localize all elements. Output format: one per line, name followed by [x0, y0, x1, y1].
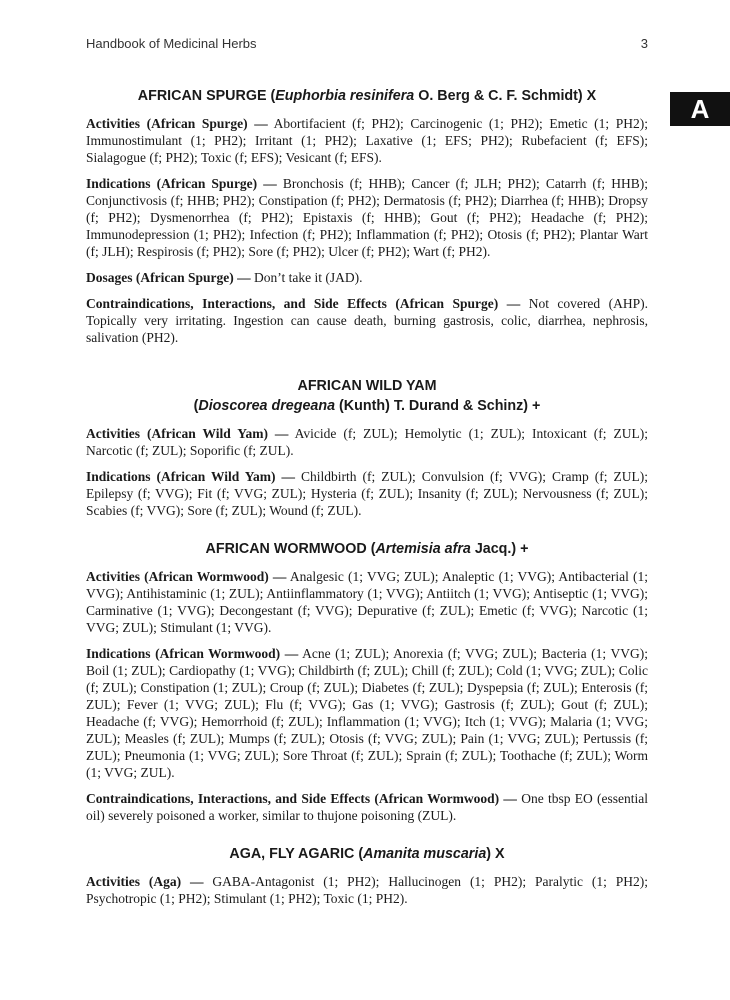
- page-number: 3: [640, 36, 648, 51]
- dosages-paragraph: [86, 269, 648, 286]
- entry-african-wormwood: [86, 539, 648, 824]
- paragraph-text: Abortifacient (f; PH2); Carcinogenic (1; PH2); Emetic (1; PH2); Immunostimulant (1; PH2); Irritant (1; PH2); Laxative (1; EFS; PH2); Rubefacient (f; EFS); Sialagogue (f; PH2); Toxic (f; EFS); Vesicant (f; EFS).: [86, 116, 649, 165]
- activities-paragraph: [86, 115, 648, 166]
- entry-aga-fly-agaric: [86, 844, 648, 907]
- scientific-name: Artemisia afra: [375, 541, 471, 557]
- entry-heading: AFRICAN WILD YAM (Dioscorea dregeana (Kunth) T. Durand & Schinz) +: [193, 378, 541, 414]
- paragraph-label: Dosages (African Spurge) —: [86, 270, 251, 285]
- scientific-name: Amanita muscaria: [363, 846, 487, 862]
- paragraph-text: GABA-Antagonist (1; PH2); Hallucinogen (1; PH2); Paralytic (1; PH2); Psychotropic (1; PH2); Stimulant (1; PH2); Toxic (1; PH2).: [86, 874, 648, 906]
- paragraph-text: Childbirth (f; ZUL); Convulsion (f; VVG); Cramp (f; ZUL); Epilepsy (f; VVG); Fit (f; VVG; ZUL); Hysteria (f; ZUL); Insanity (f; ZUL); Nervousness (f; ZUL); Scabies (f; VVG); Sore (f; ZUL); Wound (f; ZUL).: [86, 469, 648, 518]
- paragraph-text: Acne (1; ZUL); Anorexia (f; VVG; ZUL); Bacteria (1; VVG); Boil (1; ZUL); Cardiopathy (1; VVG); Childbirth (f; ZUL); Chill (f; ZUL); Cold (1; VVG; ZUL); Colic (f; ZUL); Constipation (1; ZUL); Croup (f; ZUL); Diabetes (f; ZUL); Dyspepsia (f; ZUL); Enterosis (f; ZUL); Fever (1; VVG; ZUL); Flu (f; VVG); Gas (1; VVG); Gastrosis (f; ZUL); Gout (f; ZUL); Headache (f; VVG); Hemorrhoid (f; ZUL); Inflammation (1; VVG); Itch (1; VVG); Malaria (1; VVG; ZUL); Measles (f; ZUL); Mumps (f; ZUL); Otosis (f; VVG; ZUL); Pain (1; VVG; ZUL); Pertussis (f; ZUL); Pneumonia (1; VVG; ZUL); Sore Throat (f; ZUL); Sprain (f; ZUL); Toothache (f; ZUL); Worm (1; VVG; ZUL).: [86, 646, 648, 780]
- entry-african-wild-yam: [86, 376, 648, 519]
- scientific-name: Euphorbia resinifera: [275, 88, 415, 104]
- book-title: Handbook of Medicinal Herbs: [86, 36, 257, 51]
- indications-paragraph: [86, 175, 648, 260]
- paragraph-label: Indications (African Wild Yam) —: [86, 469, 296, 484]
- page-content: [86, 86, 648, 916]
- activities-paragraph: [86, 425, 648, 459]
- contraindications-paragraph: [86, 790, 648, 824]
- activities-paragraph: [86, 568, 648, 636]
- paragraph-label: Contraindications, Interactions, and Side Effects (African Spurge) —: [86, 296, 521, 311]
- indications-paragraph: [86, 468, 648, 519]
- paragraph-label: Contraindications, Interactions, and Side Effects (African Wormwood) —: [86, 791, 517, 806]
- alphabet-thumb-tab: A: [670, 92, 730, 126]
- paragraph-label: Activities (African Spurge) —: [86, 116, 268, 131]
- entry-african-spurge: [86, 86, 648, 346]
- entry-heading: AFRICAN SPURGE (Euphorbia resinifera O. Berg & C. F. Schmidt) X: [137, 88, 597, 104]
- paragraph-label: Activities (Aga) —: [86, 874, 204, 889]
- paragraph-label: Activities (African Wormwood) —: [86, 569, 287, 584]
- entry-heading: AGA, FLY AGARIC (Amanita muscaria) X: [229, 846, 505, 862]
- indications-paragraph: [86, 645, 648, 781]
- contraindications-paragraph: [86, 295, 648, 346]
- running-head: [86, 36, 648, 56]
- paragraph-text: Don’t take it (JAD).: [250, 270, 363, 285]
- paragraph-text: One tbsp EO (essential oil) severely poisoned a worker, similar to thujone poisoning (ZUL).: [86, 791, 648, 823]
- paragraph-label: Indications (African Wormwood) —: [86, 646, 299, 661]
- paragraph-label: Indications (African Spurge) —: [86, 176, 277, 191]
- paragraph-text: Bronchosis (f; HHB); Cancer (f; JLH; PH2); Catarrh (f; HHB); Conjunctivosis (f; HHB; PH2); Constipation (f; PH2); Dermatosis (f; PH2); Diarrhea (f; HHB); Dropsy (f; PH2); Dysmenorrhea (f; PH2); Epistaxis (f; HHB); Gout (f; PH2); Headache (f; PH2); Immunodepression (1; PH2); Infection (f; PH2); Inflammation (f; PH2); Otosis (f; PH2); Plantar Wart (f; JLH); Respirosis (f; PH2); Sore (f; PH2); Ulcer (f; PH2); Wart (f; PH2).: [86, 176, 648, 259]
- paragraph-label: Activities (African Wild Yam) —: [86, 426, 289, 441]
- activities-paragraph: [86, 873, 648, 907]
- paragraph-text: Not covered (AHP). Topically very irritating. Ingestion can cause death, burning gastrosis, colic, diarrhea, nephrosis, salivation (PH2).: [86, 296, 648, 345]
- entry-heading: AFRICAN WORMWOOD (Artemisia afra Jacq.) +: [205, 541, 529, 557]
- paragraph-text: Analgesic (1; VVG; ZUL); Analeptic (1; VVG); Antibacterial (1; VVG); Antihistaminic (1; ZUL); Antiinflammatory (1; VVG); Antiitch (1; VVG); Antiseptic (1; VVG); Carminative (1; VVG); Decongestant (f; VVG); Depurative (f; ZUL); Emetic (f; VVG); Narcotic (1; VVG; ZUL); Stimulant (1; VVG).: [86, 569, 649, 635]
- scientific-name: Dioscorea dregeana: [198, 398, 336, 414]
- paragraph-text: Avicide (f; ZUL); Hemolytic (1; ZUL); Intoxicant (f; ZUL); Narcotic (f; ZUL); Soporific (f; ZUL).: [86, 426, 648, 458]
